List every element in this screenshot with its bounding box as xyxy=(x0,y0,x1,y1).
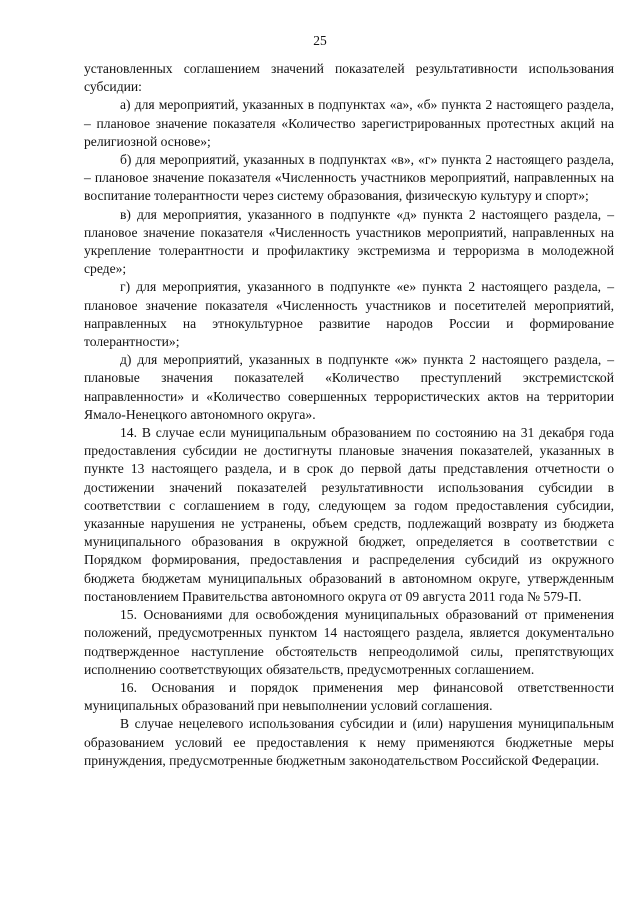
paragraph-clause-16: 16. Основания и порядок применения мер финансовой ответственности муниципальных образований при невыполнении условий соглашения. xyxy=(84,679,614,714)
paragraph-item-v: в) для мероприятия, указанного в подпункте «д» пункта 2 настоящего раздела, – плановое значение показателя «Численность участников мероприятий, направленных на укрепление толерантности и профилактику экстремизма и терроризма в молодежной среде»; xyxy=(84,206,614,277)
page-number: 25 xyxy=(313,33,327,48)
paragraph-continuation: установленных соглашением значений показателей результативности использования субсидии: xyxy=(84,61,614,95)
paragraph-misuse: В случае нецелевого использования субсидии и (или) нарушения муниципальным образованием условий ее предоставления к нему применяются бюджетные меры принуждения, предусмотренные бюджетным законодательством Российской Федерации. xyxy=(84,716,614,768)
document-body xyxy=(84,60,614,770)
paragraph-item-b: б) для мероприятий, указанных в подпунктах «в», «г» пункта 2 настоящего раздела, – плановое значение показателя «Численность участников мероприятий, направленных на воспитание толерантности через систему образования, физическую культуру и спорт»; xyxy=(84,152,614,204)
paragraph-item-a: а) для мероприятий, указанных в подпунктах «а», «б» пункта 2 настоящего раздела, – плановое значение показателя «Количество зарегистрированных протестных акций на религиозной основе»; xyxy=(84,97,614,149)
paragraph-clause-14: 14. В случае если муниципальным образованием по состоянию на 31 декабря года предоставления субсидии не достигнуты плановые значения показателей, указанных в пункте 13 настоящего раздела, и в срок до первой даты представления отчетности о достижении значений показателей результативности использования субсидии в соответствии с соглашением в году, следующем за годом предоставления субсидии, указанные нарушения не устранены, объем средств, подлежащий возврату из бюджета муниципального образования в окружной бюджет, определяется в соответствии с Порядком формирования, предоставления и распределения субсидий из окружного бюджета бюджетам муниципальных образований в автономном округе, утвержденным постановлением Правительства автономного округа от 09 августа 2011 года № 579-П. xyxy=(84,425,614,604)
paragraph-clause-15: 15. Основаниями для освобождения муниципальных образований от применения положений, предусмотренных пунктом 14 настоящего раздела, является документально подтвержденное наступление обстоятельств непреодолимой силы, препятствующих исполнению соответствующих обязательств, предусмотренных соглашением. xyxy=(84,607,614,677)
paragraph-item-g: г) для мероприятия, указанного в подпункте «е» пункта 2 настоящего раздела, – плановое значение показателя «Численность участников и посетителей мероприятий, направленных на этнокультурное развитие народов России и формирование толерантности»; xyxy=(84,279,614,350)
paragraph-item-d: д) для мероприятий, указанных в подпункте «ж» пункта 2 настоящего раздела, – плановые значения показателей «Количество преступлений экстремистской направленности» и «Количество совершенных террористических актов на территории Ямало-Ненецкого автономного округа». xyxy=(84,352,614,422)
